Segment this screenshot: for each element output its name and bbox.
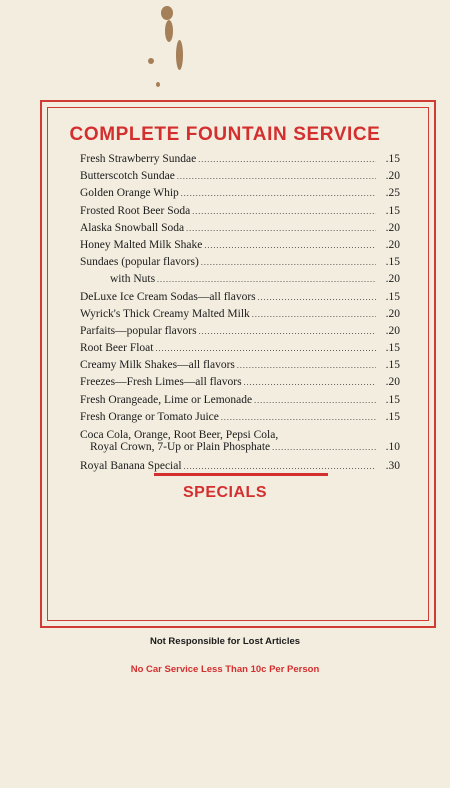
item-price: .15 xyxy=(385,290,400,303)
item-name: Freezes—Fresh Limes—all flavors xyxy=(80,376,242,389)
item-name: Honey Malted Milk Shake xyxy=(80,238,203,251)
dot-leader xyxy=(244,374,376,391)
paper-stain xyxy=(161,6,173,20)
dot-leader xyxy=(157,271,376,288)
menu-list xyxy=(80,151,400,475)
menu-item xyxy=(80,168,400,185)
dot-leader xyxy=(254,392,376,409)
item-price: .15 xyxy=(385,204,400,217)
menu-item xyxy=(80,409,400,426)
section-divider xyxy=(154,473,328,476)
dot-leader xyxy=(258,289,376,306)
paper-stain xyxy=(156,82,160,87)
paper-stain xyxy=(148,58,154,64)
specials-heading: SPECIALS xyxy=(182,484,267,501)
menu-item xyxy=(80,357,400,374)
item-name: Fresh Strawberry Sundae xyxy=(80,153,197,165)
dot-leader xyxy=(181,185,376,202)
dot-leader xyxy=(198,151,376,168)
dot-leader xyxy=(272,441,376,454)
menu-item xyxy=(80,151,400,168)
item-price: .20 xyxy=(385,273,400,286)
item-price: .15 xyxy=(385,359,400,372)
menu-item xyxy=(80,306,400,323)
dot-leader xyxy=(201,254,376,271)
item-name: Parfaits—popular flavors xyxy=(80,324,197,337)
item-name: Butterscotch Sundae xyxy=(80,170,175,183)
item-price: .25 xyxy=(385,187,400,200)
dot-leader xyxy=(199,323,376,340)
dot-leader xyxy=(192,203,376,220)
soft-drinks-line-1: Coca Cola, Orange, Root Beer, Pepsi Cola, xyxy=(80,429,279,441)
paper-stain xyxy=(165,20,173,42)
item-price: .15 xyxy=(385,410,400,423)
menu-item xyxy=(80,185,400,202)
menu-item xyxy=(80,392,400,409)
dot-leader xyxy=(221,409,376,426)
dot-leader xyxy=(237,357,376,374)
item-price: .15 xyxy=(385,342,400,355)
car-service-notice: No Car Service Less Than 10c Per Person xyxy=(130,664,320,675)
item-name: Fresh Orange or Tomato Juice xyxy=(80,410,219,423)
lost-articles-notice: Not Responsible for Lost Articles xyxy=(149,636,301,647)
menu-item xyxy=(80,237,400,254)
dot-leader xyxy=(204,237,376,254)
item-price: .20 xyxy=(385,221,400,234)
menu-item xyxy=(80,289,400,306)
menu-item xyxy=(80,374,400,391)
menu-item xyxy=(80,254,400,271)
item-price: .30 xyxy=(385,460,400,472)
menu-item xyxy=(80,340,400,357)
item-price: .15 xyxy=(385,393,400,406)
item-name: Sundaes (popular flavors) xyxy=(80,256,199,269)
item-price: .20 xyxy=(385,170,400,183)
menu-item xyxy=(80,203,400,220)
dot-leader xyxy=(177,168,376,185)
soft-drinks-item xyxy=(80,441,400,454)
dot-leader xyxy=(186,220,376,237)
item-name: Frosted Root Beer Soda xyxy=(80,204,191,217)
item-name: Alaska Snowball Soda xyxy=(80,221,185,234)
menu-title: COMPLETE FOUNTAIN SERVICE xyxy=(69,124,381,145)
item-price: .20 xyxy=(385,307,400,320)
dot-leader xyxy=(252,306,376,323)
item-price: .20 xyxy=(385,376,400,389)
item-price: .15 xyxy=(385,153,400,165)
dot-leader xyxy=(155,340,376,357)
item-name: Royal Banana Special xyxy=(80,460,182,472)
menu-item xyxy=(80,323,400,340)
menu-item xyxy=(80,220,400,237)
item-price: .10 xyxy=(385,441,400,453)
item-name: Fresh Orangeade, Lime or Lemonade xyxy=(80,393,253,406)
paper-stain xyxy=(176,40,183,70)
item-name: with Nuts xyxy=(110,273,156,286)
item-name: DeLuxe Ice Cream Sodas—all flavors xyxy=(80,290,256,303)
item-name: Wyrick's Thick Creamy Malted Milk xyxy=(80,307,250,320)
item-price: .20 xyxy=(385,238,400,251)
item-price: .15 xyxy=(385,256,400,269)
item-name: Royal Crown, 7-Up or Plain Phosphate xyxy=(90,441,271,453)
item-name: Root Beer Float xyxy=(80,342,154,355)
item-name: Creamy Milk Shakes—all flavors xyxy=(80,359,235,372)
menu-item xyxy=(80,271,400,288)
item-price: .20 xyxy=(385,324,400,337)
item-name: Golden Orange Whip xyxy=(80,187,179,200)
